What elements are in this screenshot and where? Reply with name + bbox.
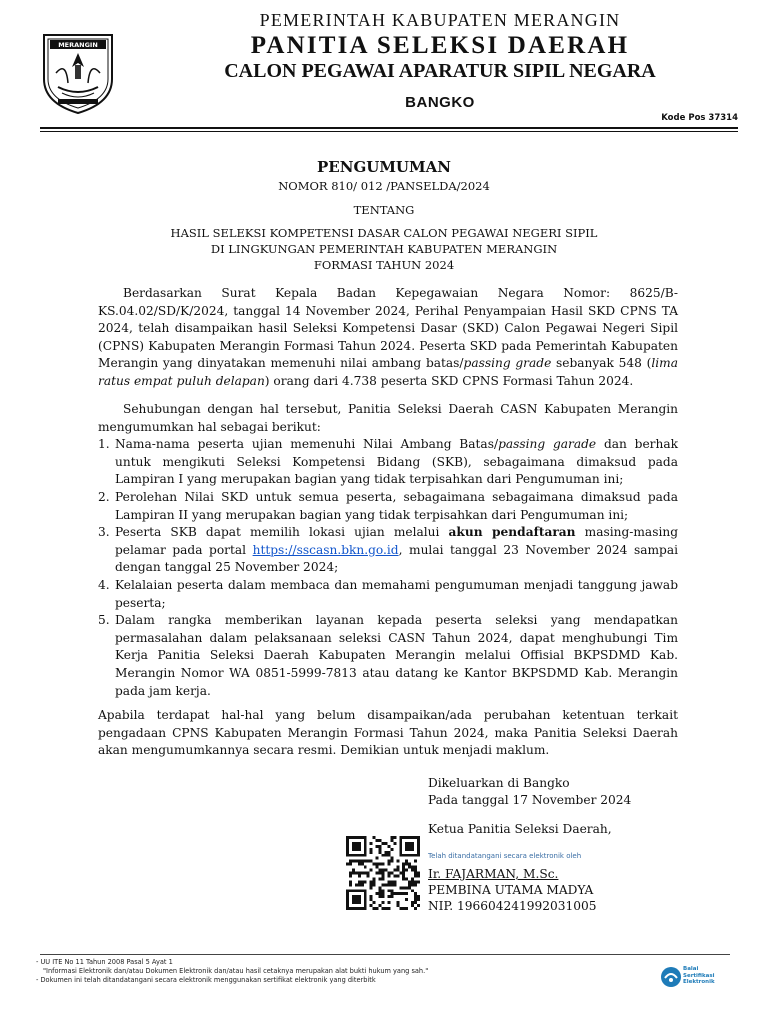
list-item-number: 3. [98,525,110,540]
item3-text-a: Peserta SKB dapat memilih lokasi ujian melalui [115,525,449,540]
para1-italic-1: passing grade [463,356,552,371]
list-item [98,489,678,524]
bsre-label-1: Balai [683,966,699,972]
paragraph-closing [98,707,678,760]
issued-at: Dikeluarkan di Bangko [428,776,570,790]
item5-text: Dalam rangka memberikan layanan kepada peserta seleksi yang mendapatkan permasalahan dalam pelaksanaan seleksi CASN Tahun 2024, dapat menghubungi Tim Kerja Panitia Seleksi Daerah Kabupaten Merangin melalui Offisial BKPSDMD Kab. Merangin Nomor WA 0851-5999-7813 atau datang ke Kantor BKPSDMD Kab. Merangin pada jam kerja. [115,613,678,698]
para2-text: Sehubungan dengan hal tersebut, Panitia Seleksi Daerah CASN Kabupaten Merangin mengumumkan hal sebagai berikut: [98,402,678,434]
document-number: NOMOR 810/ 012 /PANSELDA/2024 [278,179,490,193]
footer-line-2: "Informasi Elektronik dan/atau Dokumen Elektronik dan/atau hasil cetaknya merupakan alat bukti hukum yang sah." [43,967,429,975]
item3-text-b: masing-masing pelamar pada portal [115,525,679,557]
footer-line-1: - UU ITE No 11 Tahun 2008 Pasal 5 Ayat 1 [36,958,173,966]
header-government: PEMERINTAH KABUPATEN MERANGIN [259,10,621,30]
list-item [98,577,678,612]
document-title: PENGUMUMAN [317,158,451,176]
header-rule-thin [40,131,738,132]
item4-text: Kelalaian peserta dalam membaca dan memahami pengumuman menjadi tanggung jawab peserta; [115,577,678,610]
subject-line-3: FORMASI TAHUN 2024 [313,258,455,272]
list-item-number: 2. [98,489,110,504]
header-committee: PANITIA SELEKSI DAERAH [250,32,630,59]
item2-text: Perolehan Nilai SKD untuk semua peserta, sebagaimana sebagaimana dimaksud pada Lampiran II yang merupakan bagian yang tidak terpisahkan dari Pengumuman ini; [115,489,678,522]
header-subtitle: CALON PEGAWAI APARATUR SIPIL NEGARA [224,60,656,82]
list-item-number: 1. [98,437,110,452]
closing-text: Apabila terdapat hal-hal yang belum disampaikan/ada perubahan ketentuan terkait pengadaan CPNS Kabupaten Merangin Formasi Tahun 2024, maka Panitia Seleksi Daerah akan mengumumkannya secara resmi. Demikian untuk menjadi maklum. [98,708,678,758]
item1-text-b: dan berhak untuk mengikuti Seleksi Kompetensi Bidang (SKB), sebagaimana dimaksud pada Lampiran I yang merupakan bagian yang tidak terpisahkan dari Pengumuman ini; [115,437,678,487]
postal-code: Kode Pos 37314 [661,113,738,123]
item3-text-c: , mulai tanggal 23 November 2024 sampai dengan tanggal 25 November 2024; [115,542,678,575]
item1-text-a: Nama-nama peserta ujian memenuhi Nilai Ambang Batas/ [115,437,499,452]
signer-nip: NIP. 196604241992031005 [428,899,597,913]
footer-rule [40,954,730,955]
list-item-number: 4. [98,577,110,592]
subject-line-1: HASIL SELEKSI KOMPETENSI DASAR CALON PEGAWAI NEGERI SIPIL [170,226,598,240]
issued-date: Pada tanggal 17 November 2024 [428,793,632,807]
merangin-regency-logo [38,27,118,117]
announcement-list [98,436,678,700]
svg-text:MERANGIN: MERANGIN [58,41,98,49]
document-subject [0,225,768,273]
para1-text-a: Berdasarkan Surat Kepala Badan Kepegawaian Negara Nomor: 8625/B-KS.04.02/SD/K/2024, tanggal 14 November 2024, Perihal Penyampaian Hasil SKD CPNS TA 2024, telah disampaikan hasil Seleksi Kompetensi Dasar (SKD) Calon Pegawai Negeri Sipil (CPNS) Kabupaten Merangin Formasi Tahun 2024. Peserta SKD pada Pemerintah Kabupaten Merangin yang dinyatakan memenuhi nilai ambang batas/ [98,286,678,371]
item3-bold: akun pendaftaran [448,525,576,540]
footer-notes [36,958,636,985]
signer-block [428,866,597,914]
list-item [98,612,678,700]
esign-note: Telah ditandatangani secara elektronik oleh [428,852,582,860]
sscasn-portal-link[interactable]: https://sscasn.bkn.go.id [252,542,399,557]
signer-name: Ir. FAJARMAN, M.Sc. [428,867,559,881]
para1-text-c: ) orang dari 4.738 peserta SKD CPNS Formasi Tahun 2024. [264,373,634,388]
qr-code-icon [346,836,420,910]
list-item-number: 5. [98,613,110,628]
signer-rank: PEMBINA UTAMA MADYA [428,883,594,897]
paragraph-basis [98,285,678,391]
paragraph-announcement [98,401,678,700]
bsre-label [683,966,715,986]
bsre-label-3: Elektronik [683,979,715,985]
bsre-label-2: Sertifikasi [683,972,715,979]
list-item [98,524,678,577]
signer-position: Ketua Panitia Seleksi Daerah, [428,822,612,836]
para1-italic-2: lima ratus empat puluh delapan [98,356,678,388]
header-city: BANGKO [405,94,475,111]
item1-italic: passing garade [498,437,597,452]
footer-line-3: - Dokumen ini telah ditandatangani secara elektronik menggunakan sertifikat elektronik yang diterbitk [36,976,376,984]
subject-line-2: DI LINGKUNGAN PEMERINTAH KABUPATEN MERANGIN [210,242,558,256]
para1-text-b: sebanyak 548 ( [551,356,652,371]
tentang-label: TENTANG [353,203,415,217]
header-rule-thick [40,127,738,129]
list-item [98,436,678,489]
